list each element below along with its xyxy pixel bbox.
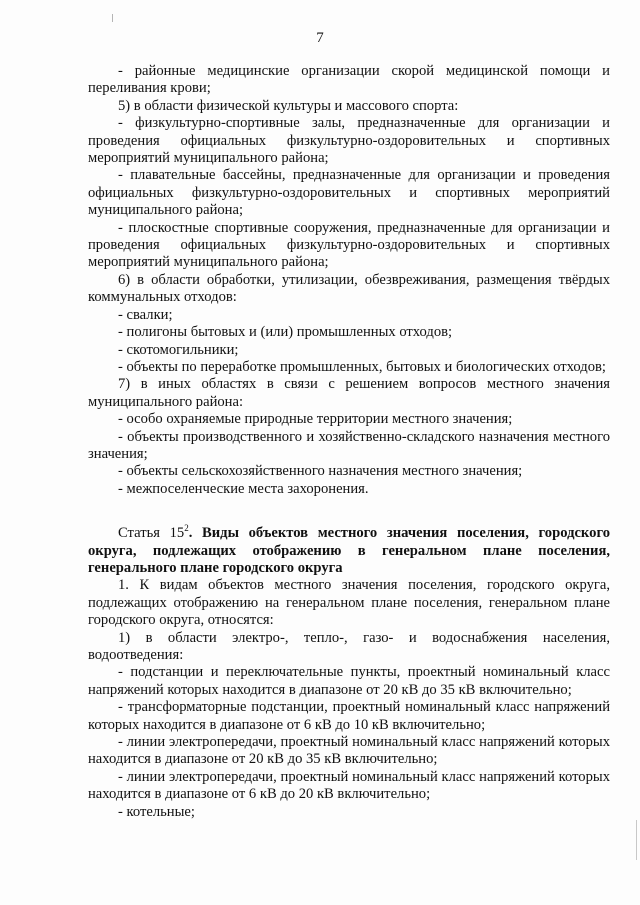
article-heading: [88, 525, 610, 577]
paragraph: - скотомогильники;: [118, 341, 239, 358]
paragraph: - полигоны бытовых и (или) промышленных отходов;: [118, 324, 453, 341]
paragraph: - подстанции и переключательные пункты, проектный номинальный класс напряжений которых находится в диапазоне от 20 кВ до 35 кВ включительно;: [88, 664, 610, 698]
paragraph: 1. К видам объектов местного значения поселения, городского округа, подлежащих отображению на генеральном плане поселения, генеральном плане городского округа, относятся:: [88, 577, 610, 629]
paragraph: - объекты сельскохозяйственного назначения местного значения;: [118, 463, 523, 480]
article-title: . Виды объектов местного значения поселения, городского округа, подлежащих отображению в генеральном плане поселения, генерального плане городского округа: [88, 525, 611, 576]
paragraph: - районные медицинские организации скорой медицинской помощи и переливания крови;: [88, 63, 610, 97]
paragraph: - линии электропередачи, проектный номинальный класс напряжений которых находится в диапазоне от 6 кВ до 20 кВ включительно;: [88, 768, 610, 803]
paragraph: 6) в области обработки, утилизации, обезвреживания, размещения твёрдых коммунальных отходов:: [88, 271, 610, 306]
article-prefix: Статья 15: [118, 525, 185, 542]
paragraph: - трансформаторные подстанции, проектный номинальный класс напряжений которых находится в диапазоне от 6 кВ до 10 кВ включительно;: [88, 699, 610, 733]
paragraph: - физкультурно-спортивные залы, предназначенные для организации и проведения официальных физкультурно-оздоровительных и спортивных мероприятий муниципального района;: [88, 115, 610, 167]
paragraph: - свалки;: [118, 306, 173, 323]
paragraph: - объекты производственного и хозяйственно-складского назначения местного значения;: [88, 428, 610, 462]
article-superscript: 2: [184, 523, 189, 534]
paragraph: 1) в области электро-, тепло-, газо- и водоснабжения населения, водоотведения:: [88, 629, 610, 663]
paragraph: - межпоселенческие места захоронения.: [118, 480, 369, 497]
paragraph: - плавательные бассейны, предназначенные для организации и проведения официальных физкультурно-оздоровительных и спортивных мероприятий муниципального района;: [88, 167, 610, 219]
page-number: 7: [316, 30, 324, 46]
scan-edge-mark: [636, 820, 637, 860]
margin-mark: [112, 14, 113, 22]
document-body: [88, 63, 610, 821]
paragraph: 5) в области физической культуры и массового спорта:: [118, 97, 459, 114]
paragraph: - котельные;: [118, 803, 195, 820]
paragraph: - особо охраняемые природные территории местного значения;: [118, 411, 513, 428]
paragraph: 7) в иных областях в связи с решением вопросов местного значения муниципального района:: [88, 376, 610, 410]
paragraph: - объекты по переработке промышленных, бытовых и биологических отходов;: [118, 358, 606, 375]
paragraph: - линии электропередачи, проектный номинальный класс напряжений которых находится в диапазоне от 20 кВ до 35 кВ включительно;: [88, 734, 610, 768]
paragraph: - плоскостные спортивные сооружения, предназначенные для организации и проведения официальных физкультурно-оздоровительных и спортивных мероприятий муниципального района;: [88, 219, 610, 271]
